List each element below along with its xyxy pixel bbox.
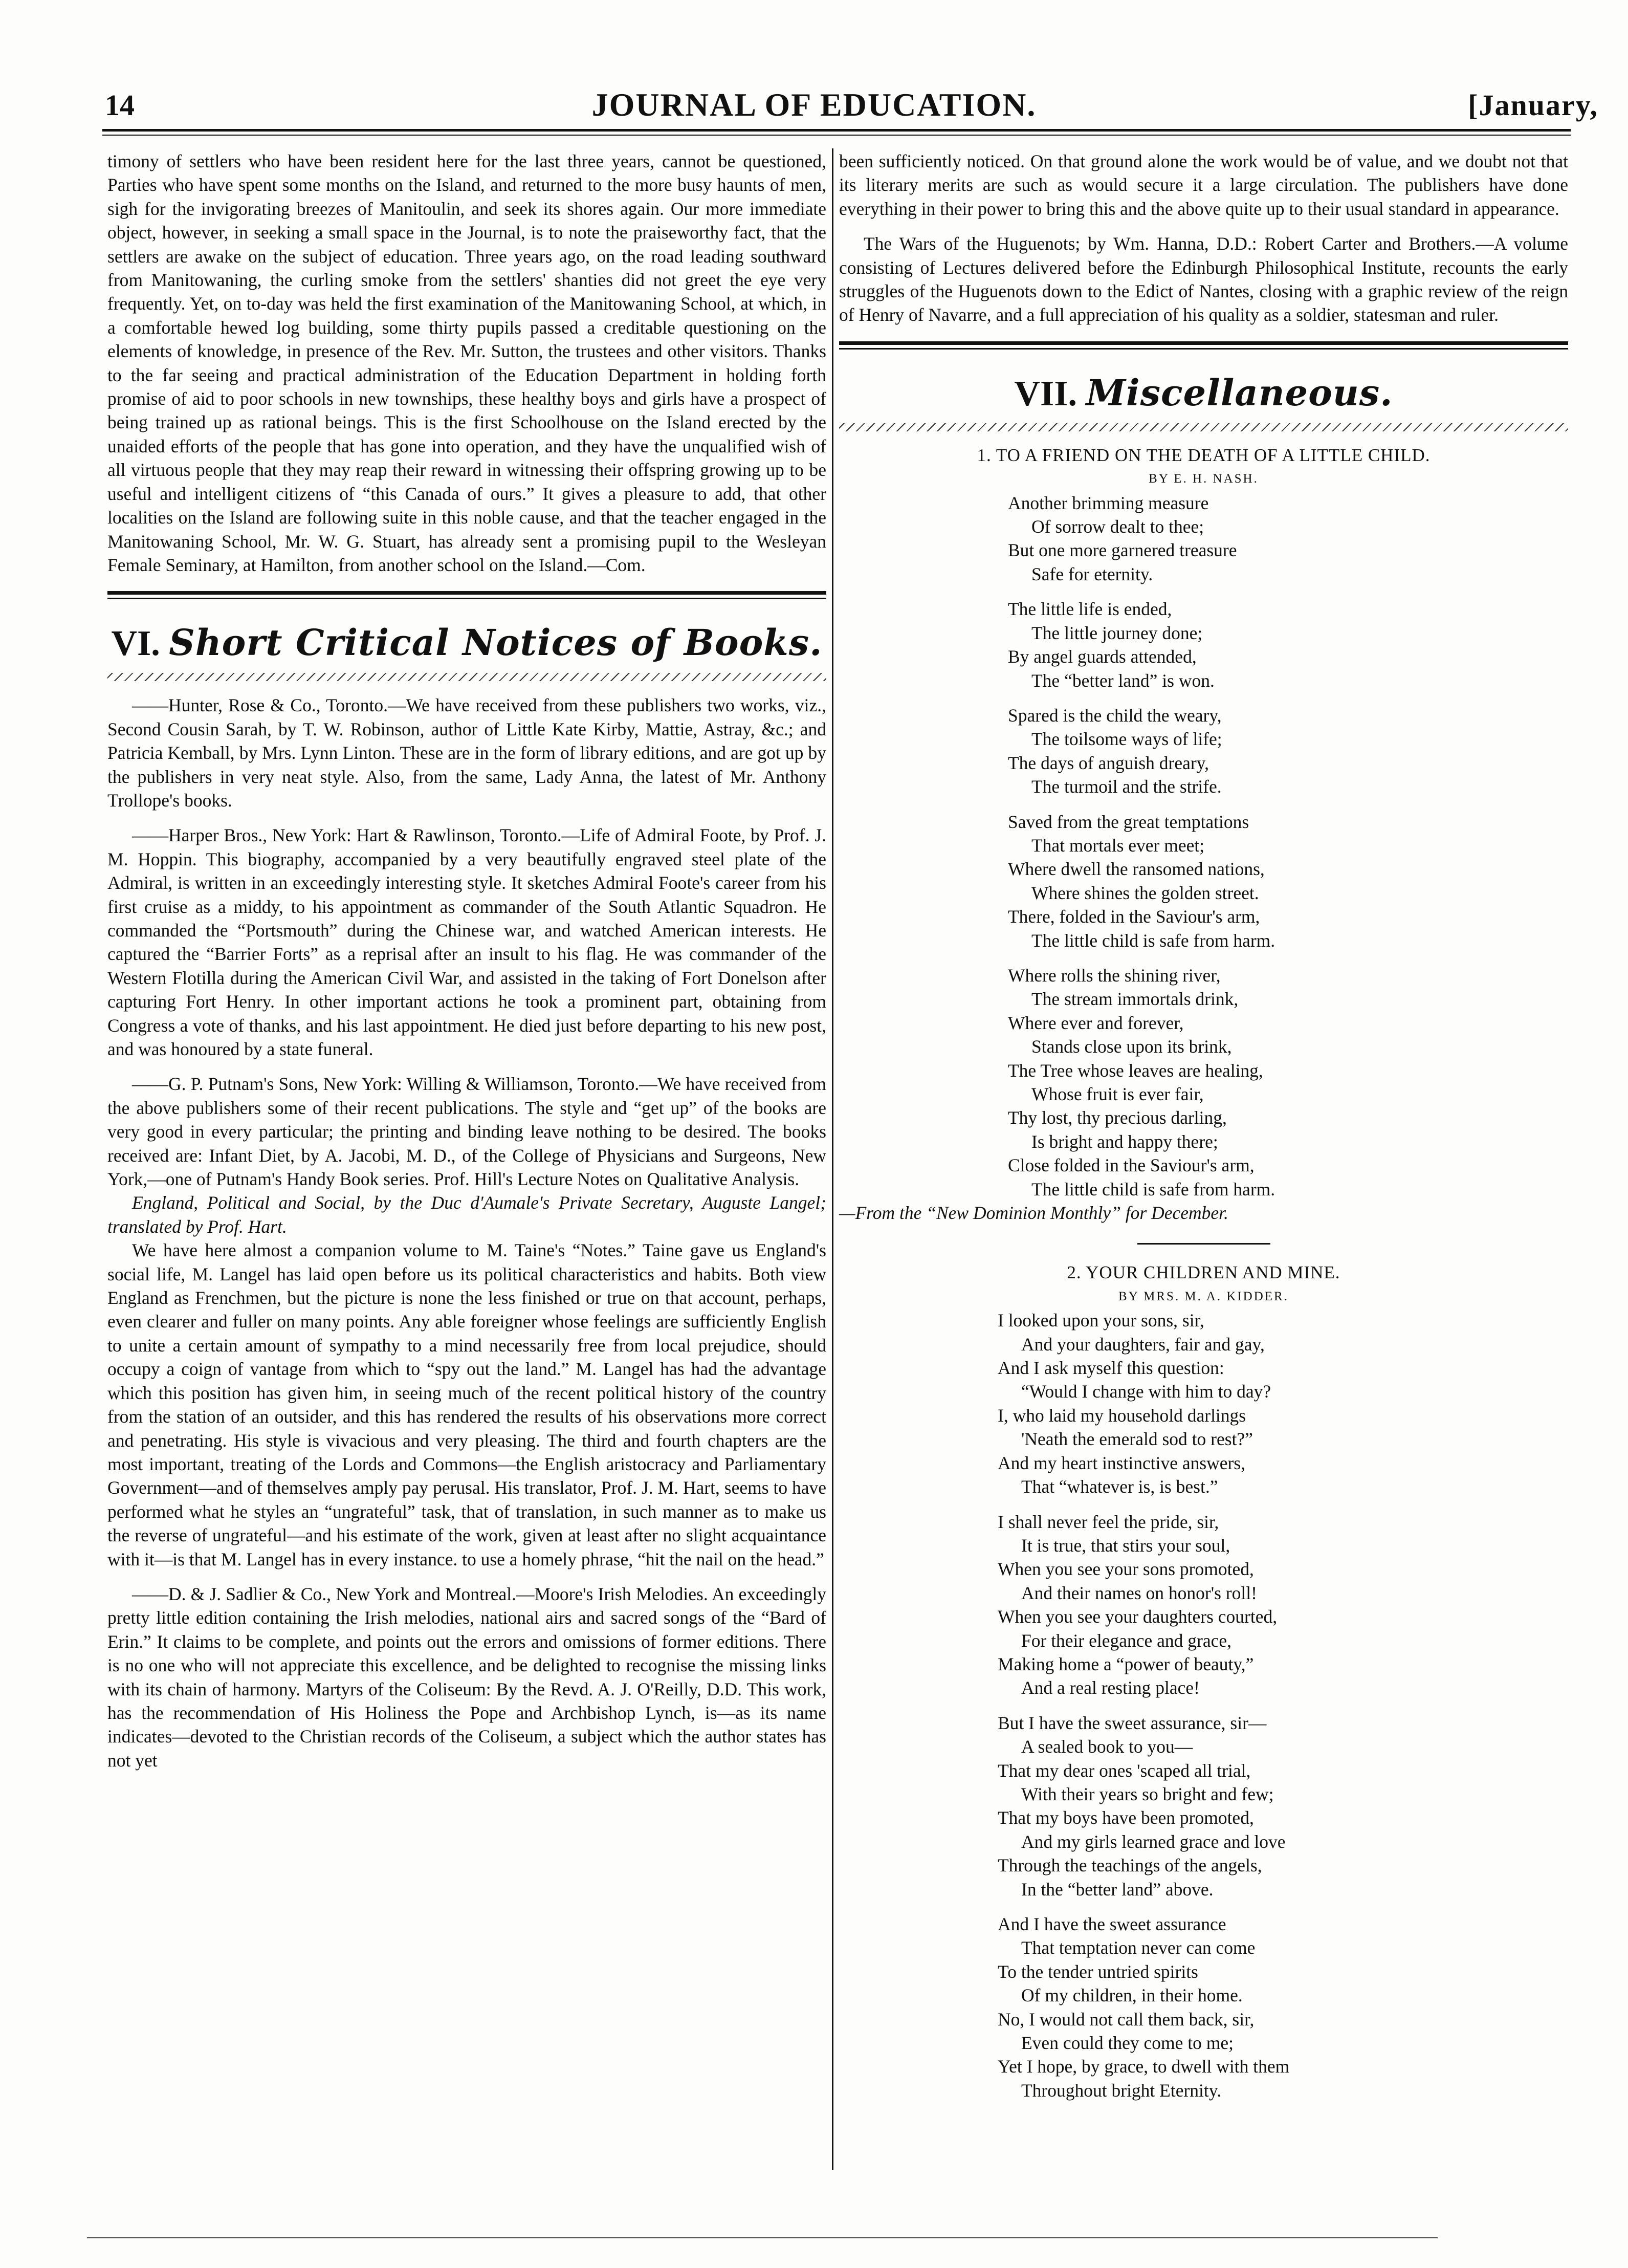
poem-line: That “whatever is, is best.” bbox=[1021, 1476, 1218, 1497]
poem-line: Saved from the great temptations bbox=[1008, 811, 1249, 832]
poem-line: Is bright and happy there; bbox=[1031, 1131, 1218, 1152]
poem-line: A sealed book to you— bbox=[1021, 1736, 1193, 1757]
poem-line: That my boys have been promoted, bbox=[998, 1807, 1254, 1828]
poem-line: And I have the sweet assurance bbox=[998, 1914, 1226, 1934]
left-column bbox=[107, 149, 826, 1772]
manitoulin-article-continued: timony of settlers who have been resident here for the last three years, cannot be questioned, Parties who have spent some months on the Island, and returned to the more busy haunts of men, sigh for the invigorating breezes of Manitoulin, and seek its shores again. Our more immediate object, however, in seeking a small space in the Journal, is to note the praiseworthy fact, that the settlers are awake on the subject of education. Three years ago, on the road leading southward from Manitowaning, the curling smoke from the settlers' shanties did not greet the eye very frequently. Yet, on to-day was held the first examination of the Manitowaning School, at which, in a comfortable hewed log building, some thirty pupils passed a creditable questioning on the elements of knowledge, in presence of the Rev. Mr. Sutton, the trustees and other visitors. Thanks to the far seeing and practical administration of the Education Department in holding forth promise of aid to poor schools in new townships, these healthy boys and girls have a prospect of being trained up as rational beings. This is the first Schoolhouse on the Island erected by the unaided efforts of the people that has gone into operation, and they have the unqualified wish of all virtuous people that they may reap their reward in witnessing their offspring growing up to be useful and intelligent citizens of “this Canada of ours.” It gives a pleasure to add, that other localities on the Island are following suite in this noble cause, and that the teacher engaged in the Manitowaning School, Mr. W. G. Stuart, has already sent a promising pupil to the Wesleyan Female Seminary, at Hamilton, from another school on the Island.—Com. bbox=[107, 151, 826, 575]
right-column bbox=[839, 149, 1568, 2102]
poem-line: That mortals ever meet; bbox=[1031, 835, 1205, 856]
poem-line: Where rolls the shining river, bbox=[1008, 965, 1221, 986]
poem-line: I shall never feel the pride, sir, bbox=[998, 1511, 1219, 1532]
page-number: 14 bbox=[105, 89, 135, 122]
header-rule-thin bbox=[102, 135, 1571, 136]
section-7-title: Miscellaneous. bbox=[1086, 371, 1393, 414]
poem-line: That my dear ones 'scaped all trial, bbox=[998, 1760, 1251, 1781]
poem-line: Of sorrow dealt to thee; bbox=[1031, 516, 1204, 537]
poem-line: Close folded in the Saviour's arm, bbox=[1008, 1155, 1255, 1176]
notice-hunter-rose: ——Hunter, Rose & Co., Toronto.—We have received from these publishers two works, viz., Second Cousin Sarah, by T. W. Robinson, author of Little Kate Kirby, Mattie, Astray, &c.; and Patricia Kemball, by Mrs. Lynn Linton. These are in the form of library editions, and are got up by the publishers in very neat style. Also, from the same, Lady Anna, the latest of Mr. Anthony Trollope's books. bbox=[107, 695, 826, 811]
poem-line: The toilsome ways of life; bbox=[1031, 729, 1222, 750]
sadlier-notice-continued: been sufficiently noticed. On that ground alone the work would be of value, and we doubt not that its literary merits are such as would secure it a large circulation. The publishers have done everything in their power to bring this and the above quite up to their usual standard in appearance. bbox=[839, 151, 1568, 219]
poem-line: And a real resting place! bbox=[1021, 1677, 1200, 1698]
section-7-heading bbox=[839, 370, 1568, 417]
poem-line: In the “better land” above. bbox=[1021, 1879, 1214, 1900]
journal-title: JOURNAL OF EDUCATION. bbox=[591, 86, 1037, 123]
section-rule bbox=[839, 341, 1568, 350]
poem-line: And my heart instinctive answers, bbox=[998, 1452, 1246, 1473]
poem-line: The days of anguish dreary, bbox=[1008, 752, 1209, 773]
header-rule-thick bbox=[102, 129, 1571, 132]
poem-line: Stands close upon its brink, bbox=[1031, 1036, 1232, 1057]
issue-month: [January, bbox=[1468, 89, 1598, 122]
poem-line: No, I would not call them back, sir, bbox=[998, 2009, 1255, 2030]
poem-line: And your daughters, fair and gay, bbox=[1021, 1334, 1265, 1355]
poem-line: The Tree whose leaves are healing, bbox=[1008, 1060, 1263, 1081]
poem-line: It is true, that stirs your soul, bbox=[1021, 1535, 1230, 1556]
poem-line: Through the teachings of the angels, bbox=[998, 1855, 1262, 1876]
poem-1-body bbox=[1008, 491, 1568, 1201]
poem-line: And I ask myself this question: bbox=[998, 1358, 1224, 1379]
poem-line: But one more garnered treasure bbox=[1008, 540, 1237, 561]
poem-line: I, who laid my household darlings bbox=[998, 1405, 1246, 1426]
notice-putnam-england: England, Political and Social, by the Duc d'Aumale's Private Secretary, Auguste Langel; translated by Prof. Hart. bbox=[107, 1192, 826, 1237]
poem-line: I looked upon your sons, sir, bbox=[998, 1310, 1204, 1331]
poem-line: When you see your daughters courted, bbox=[998, 1606, 1278, 1627]
poem-line: Whose fruit is ever fair, bbox=[1031, 1084, 1204, 1104]
poem-line: For their elegance and grace, bbox=[1021, 1630, 1231, 1651]
notice-putnam: ——G. P. Putnam's Sons, New York: Willing & Williamson, Toronto.—We have received from the above publishers some of their recent publications. The style and “get up” of the books are very good in every particular; the printing and binding leave nothing to be desired. The books received are: Infant Diet, by A. Jacobi, M. D., of the College of Physicians and Surgeons, New York,—one of Putnam's Handy Book series. Prof. Hill's Lecture Notes on Qualitative Analysis. bbox=[107, 1074, 826, 1190]
poem-line: The “better land” is won. bbox=[1031, 670, 1215, 691]
notice-harper-bros: ——Harper Bros., New York: Hart & Rawlinson, Toronto.—Life of Admiral Foote, by Prof. J. M. Hoppin. This biography, accompanied by a very beautifully engraved steel plate of the Admiral, is written in an exceedingly interesting style. It sketches Admiral Foote's career from his first cruise as a middy, to his appointment as commander of the South Atlantic Squadron. He commanded the “Portsmouth” during the Chinese war, and watched American interests. He captured the “Barrier Forts” as a reprisal after an insult to his flag. He was commander of the Western Flotilla during the American Civil War, and assisted in the taking of Fort Donelson after capturing Fort Henry. In other important actions he took a prominent part, obtaining from Congress a vote of thanks, and his last appointment. He died just before departing to his new post, and was honoured by a state funeral. bbox=[107, 825, 826, 1059]
section-6-title: Short Critical Notices of Books. bbox=[169, 621, 823, 664]
poem-line: The turmoil and the strife. bbox=[1031, 776, 1222, 797]
poem-line: With their years so bright and few; bbox=[1021, 1783, 1274, 1804]
poem-line: Of my children, in their home. bbox=[1021, 1985, 1243, 2006]
poem-2-body bbox=[998, 1309, 1568, 2102]
poem-line: And my girls learned grace and love bbox=[1021, 1831, 1286, 1852]
poem-line: The stream immortals drink, bbox=[1031, 989, 1239, 1010]
footer-rule bbox=[87, 2237, 1438, 2238]
section-7-number: VII. bbox=[1014, 374, 1077, 413]
poem-2-title: 2. YOUR CHILDREN AND MINE. bbox=[1067, 1262, 1340, 1283]
section-6-number: VI. bbox=[111, 624, 160, 664]
poem-line: Yet I hope, by grace, to dwell with them bbox=[998, 2056, 1290, 2077]
poem-line: 'Neath the emerald sod to rest?” bbox=[1021, 1429, 1253, 1450]
poem-line: Spared is the child the weary, bbox=[1008, 705, 1222, 726]
notice-wars-of-huguenots: The Wars of the Huguenots; by Wm. Hanna, D.D.: Robert Carter and Brothers.—A volume consisting of Lectures delivered before the Edinburgh Philosophical Institute, recounts the early struggles of the Huguenots down to the Edict of Nantes, closing with a graphic review of the reign of Henry of Navarre, and a full appreciation of his quality as a soldier, statesman and ruler. bbox=[839, 233, 1568, 325]
poem-line: When you see your sons promoted, bbox=[998, 1559, 1254, 1580]
poem-line: Throughout bright Eternity. bbox=[1021, 2080, 1222, 2101]
poem-separator bbox=[1137, 1243, 1270, 1245]
poem-line: Where ever and forever, bbox=[1008, 1012, 1184, 1033]
poem-line: “Would I change with him to day? bbox=[1021, 1381, 1271, 1402]
notice-putnam-review: We have here almost a companion volume to M. Taine's “Notes.” Taine gave us England's social life, M. Langel has laid open before us its political characteristics and habits. Both view England as Frenchmen, but the picture is none the less finished or true on that account, perhaps, even clearer and fuller on many points. Any able foreigner whose feelings are sufficiently English to unite a certain amount of sympathy to a mind necessarily free from local prejudice, should occupy a coign of vantage from which to “spy out the land.” M. Langel has had the advantage which this position has given him, in seeing much of the recent political history of the country from the station of an outsider, and this has rendered the results of his observations more correct and penetrating. His style is vivacious and very pleasing. The third and fourth chapters are the most important, treating of the Lords and Commons—the English aristocracy and Parliamentary Government—and of themselves amply pay perusal. His translator, Prof. J. M. Hart, seems to have performed what he styles an “ungrateful” task, that of translation, in such manner as to make us the reverse of ungrateful—and his estimate of the work, given at least after no slight acquaintance with it—is that M. Langel has in every instance. to use a homely phrase, “hit the nail on the head.” bbox=[107, 1240, 826, 1569]
poem-line: Even could they come to me; bbox=[1021, 2033, 1234, 2054]
poem-line: Another brimming measure bbox=[1008, 492, 1209, 513]
wavy-divider bbox=[107, 673, 826, 681]
poem-line: There, folded in the Saviour's arm, bbox=[1008, 906, 1260, 927]
poem-line: Making home a “power of beauty,” bbox=[998, 1653, 1254, 1674]
poem-line: But I have the sweet assurance, sir— bbox=[998, 1712, 1267, 1733]
poem-line: The little child is safe from harm. bbox=[1031, 1179, 1275, 1200]
poem-line: The little child is safe from harm. bbox=[1031, 930, 1275, 951]
wavy-divider bbox=[839, 423, 1568, 431]
poem-line: And their names on honor's roll! bbox=[1021, 1582, 1257, 1603]
poem-line: To the tender untried spirits bbox=[998, 1961, 1198, 1982]
poem-line: Where dwell the ransomed nations, bbox=[1008, 859, 1265, 880]
section-rule bbox=[107, 591, 826, 599]
poem-line: The little life is ended, bbox=[1008, 599, 1172, 620]
poem-line: That temptation never can come bbox=[1021, 1937, 1256, 1958]
poem-line: Safe for eternity. bbox=[1031, 563, 1153, 584]
notice-sadlier: ——D. & J. Sadlier & Co., New York and Montreal.—Moore's Irish Melodies. An exceedingly pretty little edition containing the Irish melodies, national airs and sacred songs of the “Bard of Erin.” It claims to be complete, and points out the errors and omissions of former editions. There is no one who will not appreciate this excellence, and be delighted to recognise the missing links with its chain of harmony. Martyrs of the Coliseum: By the Revd. A. J. O'Reilly, D.D. This work, has the recommendation of His Holiness the Pope and Archbishop Lynch, is—as its name indicates—devoted to the Christian records of the Coliseum, a subject which the author states has not yet bbox=[107, 1583, 826, 1771]
poem-line: The little journey done; bbox=[1031, 622, 1203, 643]
poem-1-credit: —From the “New Dominion Monthly” for December. bbox=[839, 1203, 1228, 1224]
poem-1-byline: BY E. H. NASH. bbox=[1149, 472, 1259, 486]
poem-2-byline: BY MRS. M. A. KIDDER. bbox=[1118, 1289, 1289, 1303]
section-6-heading bbox=[107, 620, 826, 667]
poem-line: By angel guards attended, bbox=[1008, 646, 1197, 667]
column-separator bbox=[832, 148, 833, 2170]
poem-line: Thy lost, thy precious darling, bbox=[1008, 1107, 1227, 1128]
poem-1-title: 1. TO A FRIEND ON THE DEATH OF A LITTLE CHILD. bbox=[977, 445, 1431, 465]
poem-line: Where shines the golden street. bbox=[1031, 882, 1259, 903]
